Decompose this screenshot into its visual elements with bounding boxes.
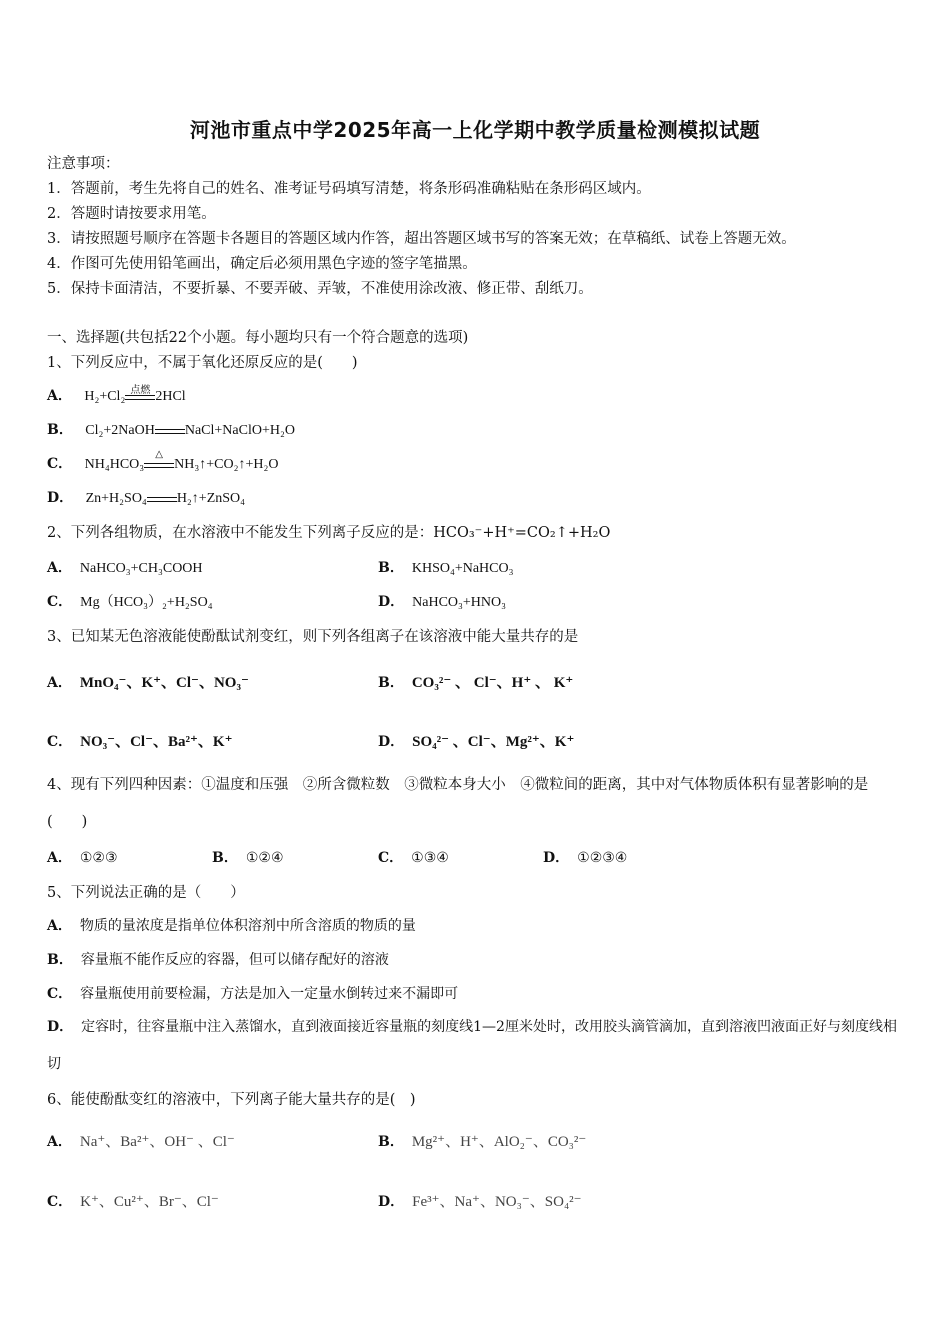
notice-item-5: 5．保持卡面清洁，不要折暴、不要弄破、弄皱，不准使用涂改液、修正带、刮纸刀。 xyxy=(47,281,593,297)
q5-stem: 5、下列说法正确的是（ ） xyxy=(47,885,245,901)
q2-d-text: NaHCO₃+HNO₃ xyxy=(412,595,507,610)
q6-stem: 6、能使酚酞变红的溶液中，下列离子能大量共存的是( ) xyxy=(47,1092,416,1108)
q1-c-left: NH₄HCO₃ xyxy=(84,457,145,472)
q1-d-label: D． xyxy=(47,490,74,506)
q1-a-right: 2HCl xyxy=(155,389,186,404)
q1-option-c xyxy=(47,449,279,473)
q6-option-b xyxy=(378,1130,586,1151)
q1-b-left: Cl₂+2NaOH xyxy=(85,423,155,438)
q2-option-a xyxy=(47,557,203,577)
q5-a-label: A． xyxy=(47,918,72,934)
q4-option-b xyxy=(212,847,284,867)
q2-a-label: A． xyxy=(47,560,72,576)
q1-c-right: NH₃↑+CO₂↑+H₂O xyxy=(174,457,279,472)
q4-b-label: B． xyxy=(212,850,238,866)
q1-option-a xyxy=(47,385,186,405)
q3-option-c xyxy=(47,730,233,751)
q5-c-label: C． xyxy=(47,986,73,1002)
q5-a-text: 物质的量浓度是指单位体积溶剂中所含溶质的物质的量 xyxy=(79,918,416,934)
q5-option-a xyxy=(47,915,416,935)
q3-a-text: MnO₄⁻、K⁺、Cl⁻、NO₃⁻ xyxy=(79,675,249,691)
q1-option-b xyxy=(47,419,295,439)
q6-b-label: B． xyxy=(378,1134,404,1150)
q2-stem: 2、下列各组物质，在水溶液中不能发生下列离子反应的是：HCO₃⁻+H⁺=CO₂↑+H₂O xyxy=(47,525,611,541)
q5-c-text: 容量瓶使用前要检漏，方法是加入一定量水倒转过来不漏即可 xyxy=(80,986,459,1002)
q4-b-text: ①②④ xyxy=(245,850,284,866)
q3-b-text: CO₃²⁻ 、 Cl⁻、H⁺ 、 K⁺ xyxy=(411,675,574,691)
notice-heading: 注意事项： xyxy=(47,156,120,172)
q1-a-left: H₂+Cl₂ xyxy=(84,389,126,404)
q2-b-text: KHSO₄+NaHCO₃ xyxy=(411,561,514,576)
q3-c-text: NO₃⁻、Cl⁻、Ba²⁺、K⁺ xyxy=(80,734,233,750)
notice-item-1: 1．答题前，考生先将自己的姓名、准考证号码填写清楚，将条形码准确粘贴在条形码区域内。 xyxy=(47,181,651,197)
q2-option-b xyxy=(378,557,514,577)
q2-d-label: D． xyxy=(378,594,405,610)
q3-stem: 3、已知某无色溶液能使酚酞试剂变红，则下列各组离子在该溶液中能大量共存的是 xyxy=(47,629,579,645)
q4-c-label: C． xyxy=(378,850,404,866)
q6-option-c xyxy=(47,1190,219,1211)
q5-option-d xyxy=(47,1009,907,1083)
q4-stem: 4、现有下列四种因素：①温度和压强 ②所含微粒数 ③微粒本身大小 ④微粒间的距离，其中对气体物质体积有显著影响的是( ) xyxy=(47,777,869,830)
q1-option-d xyxy=(47,487,245,507)
q4-option-a xyxy=(47,847,118,867)
q1-stem: 1、下列反应中，不属于氧化还原反应的是( ) xyxy=(47,355,358,371)
q4-option-d xyxy=(543,847,627,867)
q3-option-a xyxy=(47,671,249,692)
q1-c-condition: △ xyxy=(155,449,163,460)
notice-item-3: 3．请按照题号顺序在答题卡各题目的答题区域内作答，超出答题区域书写的答案无效；在草稿纸、试卷上答题无效。 xyxy=(47,231,796,247)
q2-option-c xyxy=(47,591,213,611)
q2-option-d xyxy=(378,591,506,611)
q6-d-text: Fe³⁺、Na⁺、NO₃⁻、SO₄²⁻ xyxy=(412,1194,582,1210)
q3-d-text: SO₄²⁻ 、Cl⁻、Mg²⁺、K⁺ xyxy=(412,734,575,750)
section-heading: 一、选择题(共包括22个小题。每小题均只有一个符合题意的选项) xyxy=(47,330,469,346)
q4-d-label: D． xyxy=(543,850,570,866)
q3-a-label: A． xyxy=(47,675,72,691)
q6-c-label: C． xyxy=(47,1194,73,1210)
q5-b-text: 容量瓶不能作反应的容器，但可以储存配好的溶液 xyxy=(80,952,389,968)
q5-option-c xyxy=(47,983,458,1003)
q5-option-b xyxy=(47,949,389,969)
q1-b-right: NaCl+NaClO+H₂O xyxy=(184,423,295,438)
q1-d-left: Zn+H₂SO₄ xyxy=(85,491,147,506)
q4-d-text: ①②③④ xyxy=(577,850,628,866)
q6-option-d xyxy=(378,1190,582,1211)
q6-c-text: K⁺、Cu²⁺、Br⁻、Cl⁻ xyxy=(80,1194,219,1210)
q3-b-label: B． xyxy=(378,675,404,691)
reaction-arrow xyxy=(144,449,174,471)
q1-d-right: H₂↑+ZnSO₄ xyxy=(176,491,246,506)
q6-option-a xyxy=(47,1130,235,1151)
q3-d-label: D． xyxy=(378,734,405,750)
reaction-arrow xyxy=(147,491,177,505)
q3-option-d xyxy=(378,730,574,751)
q5-d-label: D． xyxy=(47,1019,74,1035)
q3-c-label: C． xyxy=(47,734,73,750)
q6-d-label: D． xyxy=(378,1194,405,1210)
q1-c-label: C． xyxy=(47,456,73,472)
q2-c-label: C． xyxy=(47,594,73,610)
q4-a-text: ①②③ xyxy=(79,850,118,866)
q5-d-text: 定容时，往容量瓶中注入蒸馏水，直到液面接近容量瓶的刻度线1—2厘米处时，改用胶头滴管滴加，直到溶液凹液面正好与刻度线相切 xyxy=(47,1019,897,1072)
q4-option-c xyxy=(378,847,449,867)
q1-b-label: B． xyxy=(47,422,73,438)
q2-c-text: Mg（HCO₃）₂+H₂SO₄ xyxy=(80,595,213,610)
reaction-arrow xyxy=(155,423,185,437)
q3-option-b xyxy=(378,671,573,692)
q4-a-label: A． xyxy=(47,850,72,866)
q6-b-text: Mg²⁺、H⁺、AlO₂⁻、CO₃²⁻ xyxy=(411,1134,587,1150)
q1-a-label: A． xyxy=(47,388,72,404)
q5-b-label: B． xyxy=(47,952,73,968)
q2-b-label: B． xyxy=(378,560,404,576)
q6-a-label: A． xyxy=(47,1134,72,1150)
notice-item-4: 4．作图可先使用铅笔画出，确定后必须用黑色字迹的签字笔描黑。 xyxy=(47,256,477,272)
q2-a-text: NaHCO₃+CH₃COOH xyxy=(79,561,203,576)
q4-c-text: ①③④ xyxy=(411,850,449,866)
q6-a-text: Na⁺、Ba²⁺、OH⁻ 、Cl⁻ xyxy=(79,1134,235,1150)
notice-item-2: 2．答题时请按要求用笔。 xyxy=(47,206,216,222)
q1-a-condition: 点燃 xyxy=(130,385,151,396)
page-title: 河池市重点中学2025年高一上化学期中教学质量检测模拟试题 xyxy=(189,118,761,142)
reaction-arrow xyxy=(125,385,155,403)
